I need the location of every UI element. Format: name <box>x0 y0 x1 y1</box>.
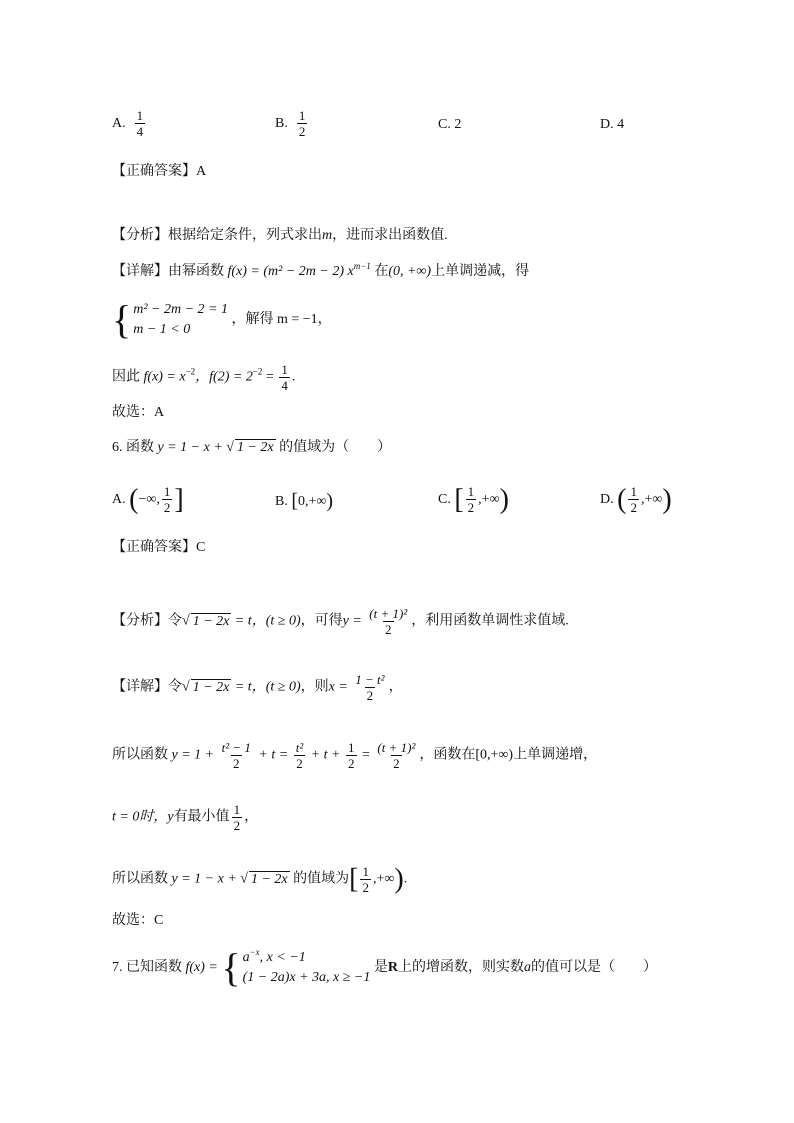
denominator: 2 <box>296 756 303 771</box>
fraction <box>294 740 306 771</box>
math-text: −∞, <box>138 491 160 507</box>
text: ， <box>388 679 403 695</box>
numerator: 1 <box>233 802 241 817</box>
math-text: ,+∞ <box>372 871 395 887</box>
q6-option-d <box>600 484 672 515</box>
exponent: m−1 <box>353 261 371 271</box>
option-label: C. <box>438 491 451 507</box>
paren: ) <box>394 863 404 895</box>
math-var: a <box>242 950 250 965</box>
bracket: [ <box>454 483 464 515</box>
numerator: 1 <box>136 108 144 123</box>
q6-option-c <box>438 484 509 515</box>
math-text: ,+∞ <box>640 491 663 507</box>
paren: ( <box>129 483 139 515</box>
math-expr: (t ≥ 0) <box>265 679 301 695</box>
text: = <box>262 369 278 385</box>
q7-question <box>112 945 657 990</box>
text: ，可得 <box>300 613 343 629</box>
text: ，则 <box>300 679 329 695</box>
math-expr: (t ≥ 0) <box>265 613 301 629</box>
math-expr: y = 1 − x + <box>157 440 227 455</box>
denominator: 2 <box>366 688 374 703</box>
denominator: 4 <box>281 378 288 393</box>
math-expr: f(x) = x <box>143 369 186 385</box>
paren: ) <box>499 483 509 515</box>
q5-system <box>112 297 332 342</box>
math-expr: y = 1 + <box>171 747 218 763</box>
math-expr: y = <box>342 613 366 629</box>
exponent: −x <box>249 947 260 957</box>
text: ， <box>244 809 259 825</box>
sqrt-sign: √ <box>182 679 190 695</box>
fraction <box>297 108 308 139</box>
exponent: −2 <box>185 366 196 377</box>
fraction <box>346 740 357 771</box>
numerator: 1 <box>348 740 355 755</box>
q6-option-b <box>275 490 333 513</box>
math-interval: [0,+∞) <box>475 747 514 763</box>
q5-option-b <box>275 108 309 139</box>
text: ，解得 m = −1， <box>231 312 332 328</box>
option-label: A. <box>112 491 126 507</box>
math-text: ,+∞ <box>478 491 500 507</box>
numerator: 1 <box>467 484 475 499</box>
radicand: 1 − 2x <box>250 871 288 887</box>
text: 7. 已知函数 <box>112 960 182 976</box>
q6-question <box>112 438 391 458</box>
text: 的值域为（ ） <box>279 440 392 455</box>
denominator: 2 <box>467 500 475 515</box>
fraction <box>279 362 290 393</box>
system-lines <box>133 300 228 340</box>
q5-answer: 【正确答案】A <box>112 164 207 179</box>
option-label: B. <box>275 115 288 131</box>
numerator: 1 <box>630 484 637 499</box>
text: = <box>358 747 374 763</box>
text: ，进而求出函数值. <box>332 228 448 243</box>
denominator: 2 <box>362 880 369 895</box>
math-expr: = t， <box>231 679 266 695</box>
radicand: 1 − 2x <box>192 613 230 629</box>
numerator: 1 − t² <box>355 672 385 687</box>
fraction <box>375 740 417 771</box>
system-line: m − 1 < 0 <box>133 322 191 337</box>
math-expr: ，f(2) = 2 <box>195 369 253 385</box>
fraction <box>360 864 371 895</box>
q6-conclusion: 故选：C <box>112 913 164 928</box>
q6-so <box>112 740 597 771</box>
numerator: t² − 1 <box>221 740 251 755</box>
fraction <box>466 484 477 515</box>
q5-conclusion: 故选：A <box>112 405 165 420</box>
numerator: (t + 1)² <box>369 606 408 621</box>
q6-range <box>112 864 407 895</box>
math-text: 0,+∞ <box>298 493 327 509</box>
math-expr: x = <box>328 679 352 695</box>
brace: { <box>221 945 241 990</box>
fraction <box>220 740 253 771</box>
numerator: (t + 1)² <box>377 740 416 755</box>
text: 因此 <box>112 369 140 385</box>
q6-detail <box>112 672 403 703</box>
radicand: 1 − 2x <box>236 440 274 455</box>
text: 有最小值 <box>173 809 230 825</box>
q5-detail <box>112 262 529 282</box>
denominator: 2 <box>233 818 241 833</box>
bracket: [ <box>291 490 299 512</box>
text: 上单调递增， <box>513 747 598 763</box>
q6-analysis <box>112 606 569 637</box>
fraction <box>628 484 639 515</box>
fraction <box>135 108 146 139</box>
denominator: 2 <box>233 756 240 771</box>
fraction <box>232 802 243 833</box>
fraction <box>367 606 409 637</box>
sqrt-sign: √ <box>226 440 234 455</box>
text: 【分析】根据给定条件，列式求出 <box>112 228 322 243</box>
math-expr: + t + <box>307 747 345 763</box>
piecewise <box>221 945 371 990</box>
math-var: y <box>167 809 174 825</box>
exponent: −2 <box>252 366 263 377</box>
option-label: A. <box>112 115 126 131</box>
text: t = 0时， <box>112 809 168 825</box>
piecewise-lines <box>243 948 371 988</box>
option-label: B. <box>275 493 288 509</box>
text: 【详解】由幂函数 <box>112 264 224 279</box>
q5-therefore: 因此 $f(x) = x^{-2}$，$f(2) = 2^{-2}$ = $\frac{1}{4}$ . <box>112 362 296 393</box>
q5-option-c: C. 2 <box>438 117 462 132</box>
math-expr: = t， <box>231 613 266 629</box>
math-set: R <box>387 960 398 976</box>
denominator: 2 <box>385 622 392 637</box>
math-var: a <box>523 960 531 976</box>
denominator: 4 <box>136 124 144 139</box>
text: 上的增函数，则实数 <box>397 960 524 976</box>
numerator: 1 <box>298 108 306 123</box>
bracket: [ <box>349 863 359 895</box>
fraction <box>162 484 173 515</box>
math-var: m <box>322 228 333 243</box>
paren: ) <box>662 483 672 515</box>
paren: ) <box>326 490 334 512</box>
paren: ( <box>617 483 627 515</box>
text: 6. 函数 <box>112 440 154 455</box>
math-expr: f(x) = <box>185 960 222 976</box>
math-interval: (0, +∞) <box>388 264 432 279</box>
numerator: 1 <box>281 362 288 377</box>
fraction <box>353 672 386 703</box>
q5-option-d: D. 4 <box>600 117 625 132</box>
text: 所以函数 <box>112 871 168 887</box>
text: 的值域为 <box>293 871 350 887</box>
denominator: 2 <box>630 500 637 515</box>
q5-option-a <box>112 108 147 139</box>
sqrt-sign: √ <box>240 871 248 887</box>
option-label: D. <box>600 491 614 507</box>
text: ，函数在 <box>419 747 476 763</box>
text: ，利用函数单调性求值域. <box>411 613 569 629</box>
numerator: 1 <box>163 484 171 499</box>
system-line: m² − 2m − 2 = 1 <box>133 302 228 317</box>
denominator: 2 <box>348 756 355 771</box>
text: 【详解】令 <box>112 679 182 695</box>
text: . <box>403 871 408 887</box>
sqrt-sign: √ <box>182 613 190 629</box>
q6-option-a <box>112 484 184 515</box>
text: 上单调递减，得 <box>431 264 530 279</box>
denominator: 2 <box>393 756 400 771</box>
q5-analysis <box>112 226 448 246</box>
numerator: 1 <box>362 864 369 879</box>
text: 所以函数 <box>112 747 168 763</box>
q6-answer: 【正确答案】C <box>112 540 206 555</box>
case-line <box>243 948 371 968</box>
text: 是 <box>373 960 388 976</box>
equation-system <box>112 297 228 342</box>
text: 在 <box>374 264 389 279</box>
math-expr: + t = <box>254 747 292 763</box>
brace: { <box>112 297 132 342</box>
denominator: 2 <box>298 124 306 139</box>
q6-min <box>112 802 258 833</box>
math-expr: f(x) = (m² − 2m − 2) x <box>227 264 354 279</box>
radicand: 1 − 2x <box>192 679 230 695</box>
denominator: 2 <box>163 500 171 515</box>
case-line: (1 − 2a)x + 3a, x ≥ −1 <box>242 970 371 985</box>
text: 【分析】令 <box>112 613 182 629</box>
text: 的值可以是（ ） <box>530 960 657 976</box>
math-expr: y = 1 − x + <box>171 871 241 887</box>
numerator: t² <box>295 740 304 755</box>
math-expr: , x < −1 <box>259 950 306 965</box>
bracket: ] <box>174 483 184 515</box>
